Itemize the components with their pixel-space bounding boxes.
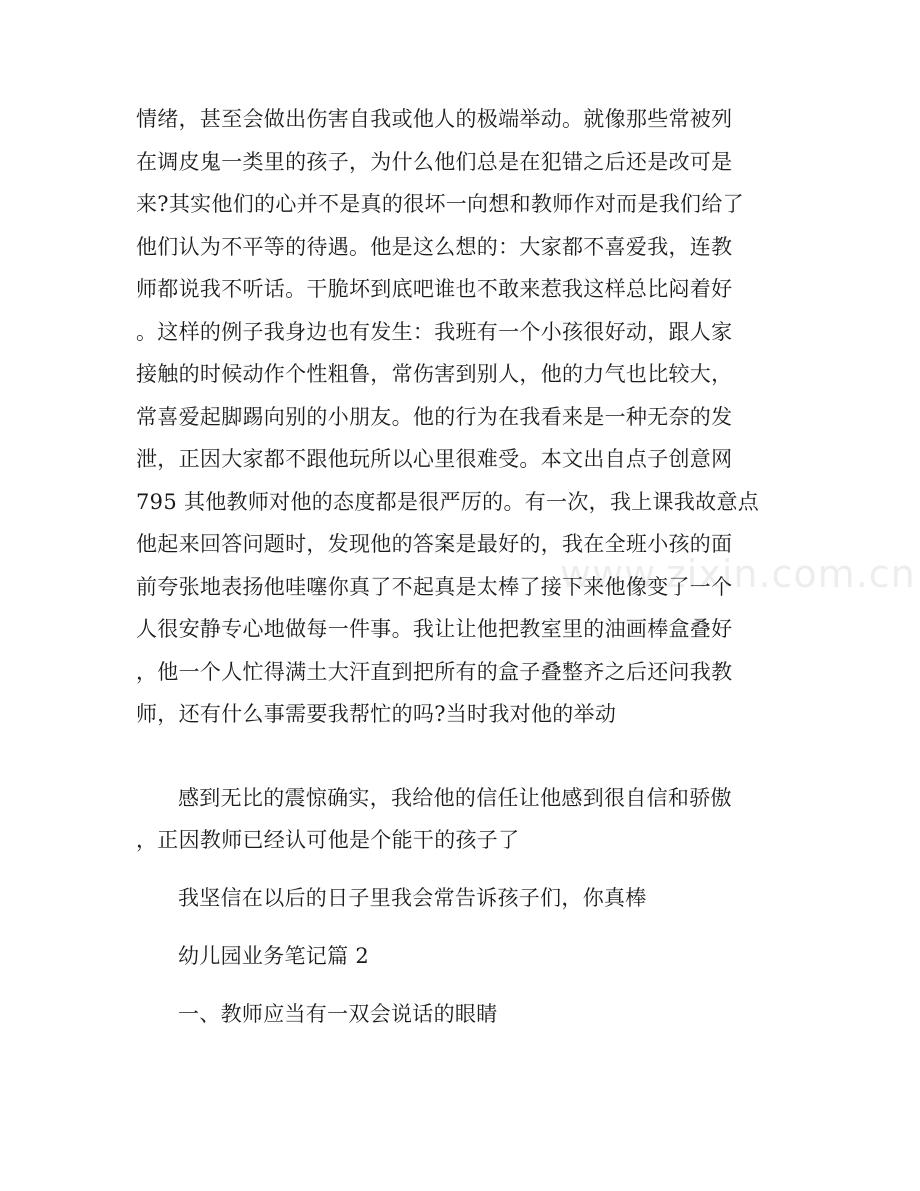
text-line: 接触的时候动作个性粗鲁，常伤害到别人，他的力气也比较大， bbox=[136, 362, 733, 386]
heading-text: 幼儿园业务笔记篇 2 bbox=[178, 944, 370, 968]
text-line: 常喜爱起脚踢向别的小朋友。他的行为在我看来是一种无奈的发 bbox=[136, 404, 733, 429]
body-paragraph bbox=[136, 98, 786, 736]
text-line: 在调皮鬼一类里的孩子，为什么他们总是在犯错之后还是改可是 bbox=[136, 149, 733, 174]
subheading-text: 一、教师应当有一双会说话的眼睛 bbox=[178, 1002, 498, 1026]
text-line: 他们认为不平等的待遇。他是这么想的：大家都不喜爱我，连教 bbox=[136, 234, 733, 259]
text-line: 情绪，甚至会做出伤害自我或他人的极端举动。就像那些常被列 bbox=[136, 107, 733, 131]
text-line: 人很安静专心地做每一件事。我让让他把教室里的油画棒盒叠好 bbox=[136, 617, 733, 641]
subsection-heading bbox=[136, 993, 796, 1035]
text-line: 来?其实他们的心并不是真的很坏一向想和教师作对而是我们给了 bbox=[136, 192, 744, 216]
text-line: 泄，正因大家都不跟他玩所以心里很难受。本文出自点子创意网 bbox=[136, 447, 733, 471]
text-line: 我坚信在以后的日子里我会常告诉孩子们，你真棒 bbox=[178, 886, 647, 910]
text-line: ，正因教师已经认可他是个能干的孩子了 bbox=[136, 828, 520, 852]
text-line: 他起来回答问题时，发现他的答案是最好的，我在全班小孩的面 bbox=[136, 532, 733, 556]
text-line: 感到无比的震惊确实，我给他的信任让他感到很自信和骄傲 bbox=[178, 786, 732, 810]
text-line: 师，还有什么事需要我帮忙的吗?当时我对他的举动 bbox=[136, 702, 617, 726]
paragraph-2 bbox=[136, 777, 796, 861]
text-line: 。这样的例子我身边也有发生：我班有一个小孩很好动，跟人家 bbox=[136, 319, 733, 344]
watermark: www.zixin.com.cn bbox=[560, 552, 916, 596]
paragraph-3 bbox=[136, 877, 796, 919]
text-line: 795 其他教师对他的态度都是很严厉的。有一次，我上课我故意点 bbox=[136, 489, 760, 514]
text-line: 前夸张地表扬他哇噻你真了不起真是太棒了接下来他像变了一个 bbox=[136, 574, 733, 599]
text-line: 师都说我不听话。干脆坏到底吧谁也不敢来惹我这样总比闷着好 bbox=[136, 277, 733, 301]
section-heading bbox=[136, 935, 796, 977]
text-line: ，他一个人忙得满土大汗直到把所有的盒子叠整齐之后还问我教 bbox=[136, 659, 733, 684]
